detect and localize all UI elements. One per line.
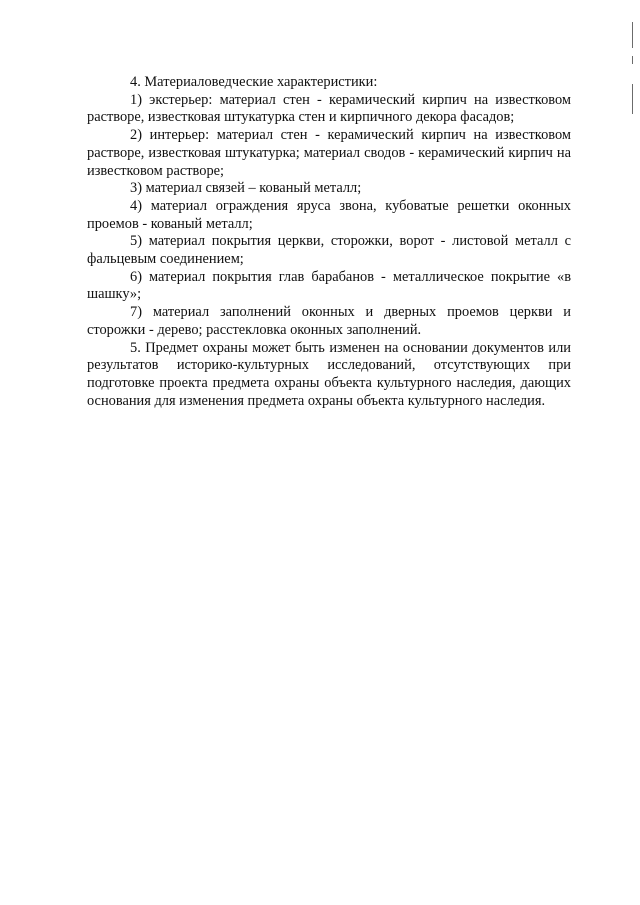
document-body <box>87 74 571 410</box>
scan-edge-mark <box>632 56 633 64</box>
list-item: 7) материал заполнений оконных и дверных проемов церкви и сторожки - дерево; расстекловка оконных заполнений. <box>87 304 571 338</box>
section-heading: 4. Материаловедческие характеристики: <box>130 74 378 90</box>
list-item: 3) материал связей – кованый металл; <box>130 180 362 197</box>
list-item: 2) интерьер: материал стен - керамический кирпич на известковом растворе, известковая штукатурка; материал сводов - керамический кирпич на известковом растворе; <box>87 127 571 179</box>
list-item: 1) экстерьер: материал стен - керамический кирпич на известковом растворе, известковая штукатурка стен и кирпичного декора фасадов; <box>87 91 571 126</box>
scan-edge-mark <box>632 84 633 114</box>
section-5-paragraph: 5. Предмет охраны может быть изменен на основании документов или результатов историко-культурных исследований, отсутствующих при подготовке проекта предмета охраны объекта культурного наследия, дающих основания для изменения предмета охраны объекта культурного наследия. <box>87 339 571 409</box>
list-item: 4) материал ограждения яруса звона, кубоватые решетки оконных проемов - кованый металл; <box>87 197 571 232</box>
list-item: 5) материал покрытия церкви, сторожки, ворот - листовой металл с фальцевым соединением; <box>87 233 571 268</box>
list-item: 6) материал покрытия глав барабанов - металлическое покрытие «в шашку»; <box>87 268 571 303</box>
scan-edge-mark <box>632 22 633 48</box>
